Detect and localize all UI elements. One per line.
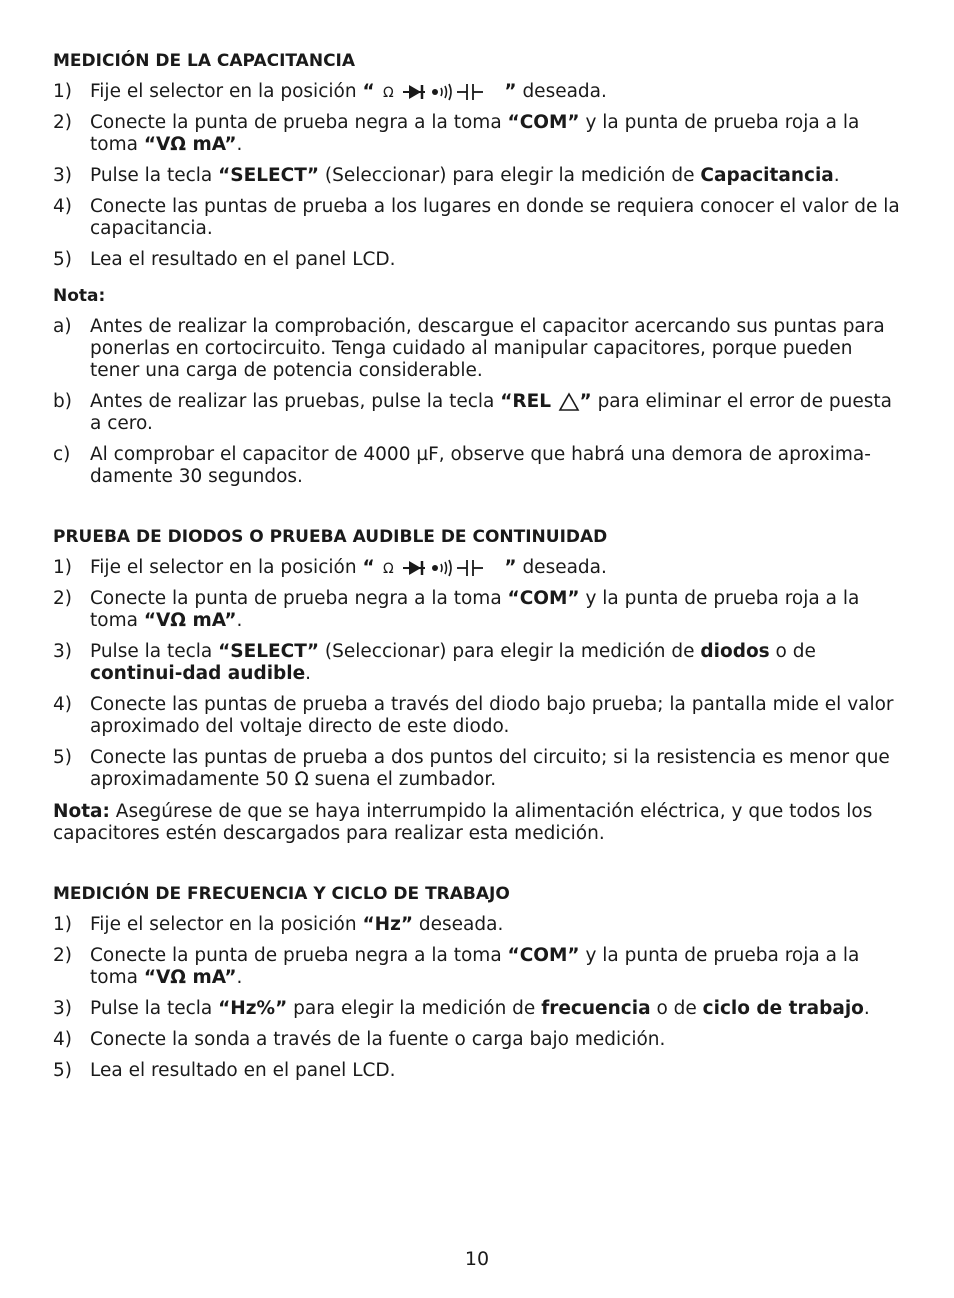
list-item: 5) Lea el resultado en el panel LCD.	[53, 1060, 396, 1081]
step-list	[53, 81, 903, 271]
note-paragraph: Nota: Asegúrese de que se haya interrumpido la alimentación eléctrica, y que todos los capacitores estén descargados para realizar esta medición.	[53, 801, 873, 844]
page-number: 10	[464, 1248, 490, 1270]
list-item: 1) Fije el selector en la posición “Hz” deseada.	[53, 914, 504, 935]
section-title: PRUEBA DE DIODOS O PRUEBA AUDIBLE DE CONTINUIDAD	[53, 527, 608, 547]
list-item: 2) Conecte la punta de prueba negra a la toma “COM” y la punta de prueba roja a la toma “VΩ mA”.	[53, 945, 860, 988]
list-item: c) Al comprobar el capacitor de 4000 µF, observe que habrá una demora de aproxima-damente 30 segundos.	[53, 444, 871, 487]
list-item: 1) Fije el selector en la posición “ Ω ” deseada.	[53, 557, 607, 578]
section-title: MEDICIÓN DE FRECUENCIA Y CICLO DE TRABAJO	[53, 884, 510, 904]
list-item: 5) Lea el resultado en el panel LCD.	[53, 249, 396, 270]
list-item: b) Antes de realizar las pruebas, pulse la tecla “REL ” para eliminar el error de puesta a cero.	[53, 391, 892, 434]
note-list	[53, 316, 903, 488]
note-label: Nota:	[53, 286, 106, 306]
list-item: 2) Conecte la punta de prueba negra a la toma “COM” y la punta de prueba roja a la toma “VΩ mA”.	[53, 588, 860, 631]
step-list	[53, 914, 903, 1082]
list-item: 3) Pulse la tecla “SELECT” (Seleccionar) para elegir la medición de Capacitancia.	[53, 165, 840, 186]
ohm-diode-continuity-capacitor-symbol-icon	[381, 83, 499, 101]
section-diode-continuity	[53, 526, 903, 845]
list-item: 2) Conecte la punta de prueba negra a la toma “COM” y la punta de prueba roja a la toma “VΩ mA”.	[53, 112, 860, 155]
list-item: 5) Conecte las puntas de prueba a dos puntos del circuito; si la resistencia es menor que aproximadamente 50 Ω suena el zumbador.	[53, 747, 890, 790]
list-item: a) Antes de realizar la comprobación, descargue el capacitor acercando sus puntas para ponerlas en cortocircuito. Tenga cuidado al manipular capacitores, porque pueden tener una carga de potencia considerable.	[53, 316, 885, 381]
section-title: MEDICIÓN DE LA CAPACITANCIA	[53, 51, 356, 71]
section-frequency-duty-cycle	[53, 883, 903, 1082]
svg-text:Ω: Ω	[382, 85, 394, 101]
ohm-diode-continuity-capacitor-symbol-icon	[381, 559, 499, 577]
list-item: 1) Fije el selector en la posición “ Ω ” deseada.	[53, 81, 607, 102]
manual-page	[53, 50, 903, 1107]
step-list	[53, 557, 903, 791]
list-item: 4) Conecte las puntas de prueba a los lugares en donde se requiera conocer el valor de la capacitancia.	[53, 196, 900, 239]
svg-text:Ω: Ω	[382, 561, 394, 577]
list-item: 3) Pulse la tecla “Hz%” para elegir la medición de frecuencia o de ciclo de trabajo.	[53, 998, 870, 1019]
list-item: 4) Conecte las puntas de prueba a través del diodo bajo prueba; la pantalla mide el valor aproximado del voltaje directo de este diodo.	[53, 694, 894, 737]
delta-triangle-icon	[558, 392, 580, 412]
list-item: 3) Pulse la tecla “SELECT” (Seleccionar) para elegir la medición de diodos o de continui-dad audible.	[53, 641, 816, 684]
section-capacitance	[53, 50, 903, 488]
list-item: 4) Conecte la sonda a través de la fuente o carga bajo medición.	[53, 1029, 666, 1050]
